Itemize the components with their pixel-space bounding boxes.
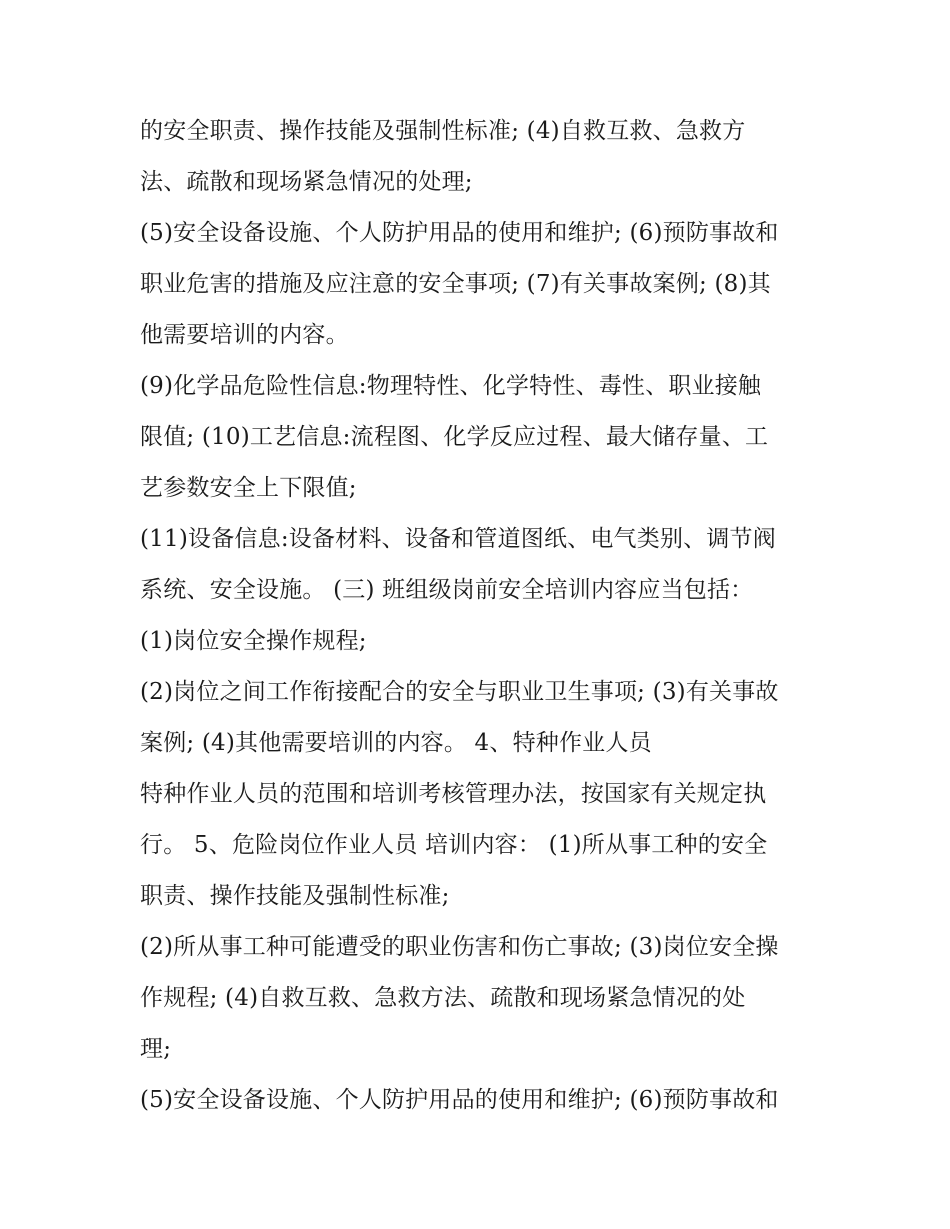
- text-line: (1)岗位安全操作规程;: [140, 628, 367, 654]
- text-line: 限值; (10)工艺信息:流程图、化学反应过程、最大储存量、工: [140, 424, 769, 450]
- text-line: (11)设备信息:设备材料、设备和管道图纸、电气类别、调节阀: [140, 526, 776, 552]
- text-line: 职业危害的措施及应注意的安全事项; (7)有关事故案例; (8)其: [140, 271, 771, 297]
- text-line: 艺参数安全上下限值;: [140, 475, 357, 501]
- text-line: (2)岗位之间工作衔接配合的安全与职业卫生事项; (3)有关事故: [140, 679, 779, 705]
- text-line: (5)安全设备设施、个人防护用品的使用和维护; (6)预防事故和: [140, 1087, 779, 1113]
- text-line: 法、疏散和现场紧急情况的处理;: [140, 169, 473, 195]
- text-line: 职责、操作技能及强制性标准;: [140, 883, 450, 909]
- text-line: 系统、安全设施。 (三) 班组级岗前安全培训内容应当包括：: [140, 577, 754, 603]
- text-line: (9)化学品危险性信息:物理特性、化学特性、毒性、职业接触: [140, 373, 762, 399]
- text-line: (5)安全设备设施、个人防护用品的使用和维护; (6)预防事故和: [140, 220, 779, 246]
- text-line: 行。 5、危险岗位作业人员 培训内容： (1)所从事工种的安全: [140, 832, 768, 858]
- text-line: 作规程; (4)自救互救、急救方法、疏散和现场紧急情况的处: [140, 985, 746, 1011]
- text-line: 案例; (4)其他需要培训的内容。 4、特种作业人员: [140, 730, 652, 756]
- text-line: 理;: [140, 1036, 172, 1062]
- text-line: 特种作业人员的范围和培训考核管理办法，按国家有关规定执: [140, 781, 767, 807]
- text-line: (2)所从事工种可能遭受的职业伤害和伤亡事故; (3)岗位安全操: [140, 934, 779, 960]
- text-line: 的安全职责、操作技能及强制性标准; (4)自救互救、急救方: [140, 118, 746, 144]
- text-line: 他需要培训的内容。: [140, 322, 349, 348]
